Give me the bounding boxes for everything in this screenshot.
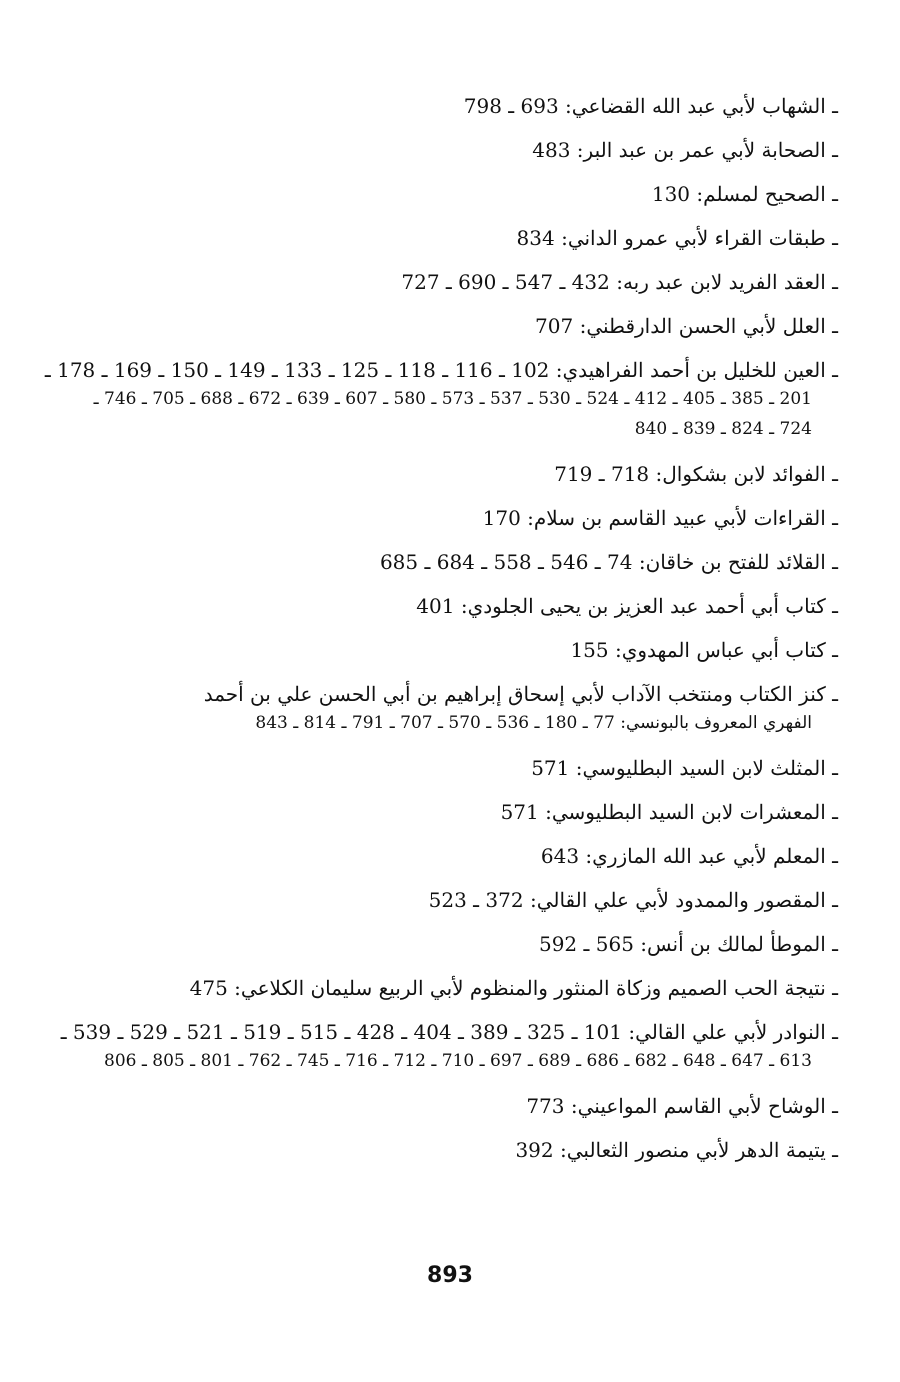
entry-title-line: ـ الموطأ لمالك بن أنس: 565 ـ 592 (538, 932, 838, 956)
entry-title-line: ـ الصحابة لأبي عمر بن عبد البر: 483 (532, 138, 838, 162)
index-entry (44, 356, 838, 444)
entry-title-line: ـ القلائد للفتح بن خاقان: 74 ـ 546 ـ 558 ـ 684 ـ 685 (379, 550, 838, 574)
index-entry (90, 592, 838, 620)
entry-title-line: ـ نتيجة الحب الصميم وزكاة المنثور والمنظوم لأبي الربيع سليمان الكلاعي: 475 (189, 976, 838, 1000)
entry-continuation-line: 613 ـ 647 ـ 648 ـ 682 ـ 686 ـ 689 ـ 697 ـ 710 ـ 712 ـ 716 ـ 745 ـ 762 ـ 801 ـ 805 ـ 806 (104, 1051, 812, 1071)
index-entries (44, 92, 838, 1180)
entry-title-line: ـ طبقات القراء لأبي عمرو الداني: 834 (516, 226, 838, 250)
index-entry (90, 886, 838, 914)
index-entry (90, 842, 838, 870)
index-entry (90, 798, 838, 826)
index-entry (90, 548, 838, 576)
entry-title-line: ـ العقد الفريد لابن عبد ربه: 432 ـ 547 ـ 690 ـ 727 (401, 270, 838, 294)
page-number: 893 (427, 1263, 473, 1288)
index-entry (90, 930, 838, 958)
index-entry (60, 1018, 838, 1076)
entry-title-line: ـ المعشرات لابن السيد البطليوسي: 571 (500, 800, 838, 824)
index-entry (90, 1092, 838, 1120)
index-entry (90, 680, 838, 738)
index-entry (90, 1136, 838, 1164)
index-entry (90, 460, 838, 488)
index-entry (90, 504, 838, 532)
entry-title-line: ـ كتاب أبي عباس المهدوي: 155 (570, 638, 838, 662)
entry-title-line: ـ الشهاب لأبي عبد الله القضاعي: 693 ـ 798 (463, 94, 838, 118)
entry-continuation-line: الفهري المعروف بالبونسي: 77 ـ 180 ـ 536 ـ 570 ـ 707 ـ 791 ـ 814 ـ 843 (255, 713, 812, 733)
entry-title-line: ـ يتيمة الدهر لأبي منصور الثعالبي: 392 (515, 1138, 838, 1162)
index-entry (90, 268, 838, 296)
entry-title-line: ـ الوشاح لأبي القاسم المواعيني: 773 (526, 1094, 838, 1118)
entry-title-line: ـ القراءات لأبي عبيد القاسم بن سلام: 170 (482, 506, 838, 530)
entry-continuation-line: 724 ـ 824 ـ 839 ـ 840 (634, 419, 812, 439)
index-entry (90, 312, 838, 340)
entry-title-line: ـ المعلم لأبي عبد الله المازري: 643 (540, 844, 838, 868)
entry-title-line: ـ الفوائد لابن بشكوال: 718 ـ 719 (554, 462, 838, 486)
entry-title-line: ـ العلل لأبي الحسن الدارقطني: 707 (535, 314, 838, 338)
index-entry (90, 754, 838, 782)
entry-title-line: ـ النوادر لأبي علي القالي: 101 ـ 325 ـ 389 ـ 404 ـ 428 ـ 515 ـ 519 ـ 521 ـ 529 ـ 539 ـ (60, 1020, 838, 1044)
index-entry (90, 92, 838, 120)
entry-title-line: ـ كنز الكتاب ومنتخب الآداب لأبي إسحاق إبراهيم بن أبي الحسن علي بن أحمد (203, 682, 838, 706)
index-entry (90, 224, 838, 252)
index-entry (90, 974, 838, 1002)
entry-title-line: ـ المقصور والممدود لأبي علي القالي: 372 ـ 523 (428, 888, 838, 912)
index-entry (90, 136, 838, 164)
entry-title-line: ـ كتاب أبي أحمد عبد العزيز بن يحيى الجلودي: 401 (416, 594, 838, 618)
index-entry (90, 180, 838, 208)
entry-title-line: ـ العين للخليل بن أحمد الفراهيدي: 102 ـ 116 ـ 118 ـ 125 ـ 133 ـ 149 ـ 150 ـ 169 ـ 178 ـ (44, 358, 838, 382)
entry-title-line: ـ الصحيح لمسلم: 130 (651, 182, 838, 206)
entry-title-line: ـ المثلث لابن السيد البطليوسي: 571 (531, 756, 838, 780)
index-entry (90, 636, 838, 664)
entry-continuation-line: 201 ـ 385 ـ 405 ـ 412 ـ 524 ـ 530 ـ 537 ـ 573 ـ 580 ـ 607 ـ 639 ـ 672 ـ 688 ـ 705 ـ 746 ـ (93, 389, 812, 409)
